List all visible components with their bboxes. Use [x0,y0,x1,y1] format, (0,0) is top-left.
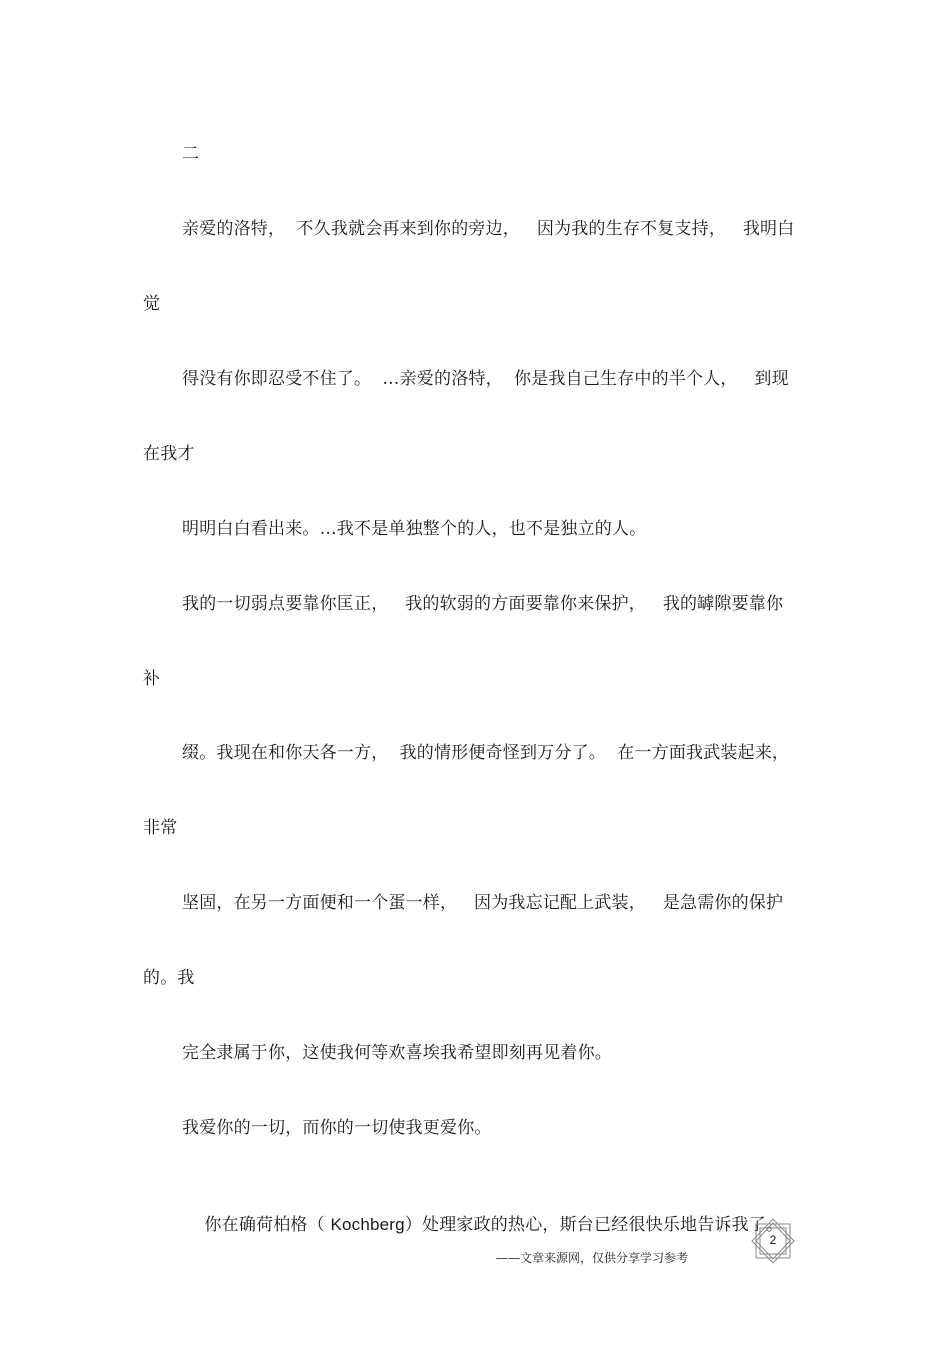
paragraph-line: 明明白白看出来。…我不是单独整个的人，也不是独立的人。 [182,519,647,539]
page-number-badge [748,1218,798,1264]
paragraph-line: 我爱你的一切，而你的一切使我更爱你。 [182,1118,492,1138]
section-heading: 二 [182,144,200,164]
paragraph-line: 得没有你即忍受不住了。 …亲爱的洛特， 你是我自己生存中的半个人， 到现 [182,369,789,389]
paragraph-line [182,1192,783,1258]
paragraph-line: 缀。我现在和你天各一方， 我的情形便奇怪到万分了。 在一方面我武装起来， [182,743,790,763]
paragraph-line: 补 [143,669,161,689]
paragraph-line: 完全隶属于你，这使我何等欢喜埃我希望即刻再见着你。 [182,1043,612,1063]
text-segment: ）处理家政的热心，斯台已经很快乐地告诉我了。 [404,1215,784,1235]
page-number: 2 [769,1233,777,1247]
footer-note: ——文章来源网，仅供分享学习参考 [496,1251,689,1265]
paragraph-line: 觉 [143,294,161,314]
text-segment: 你在确荷柏格（ [204,1215,331,1235]
paragraph-line: 我的一切弱点要靠你匡正， 我的软弱的方面要靠你来保护， 我的罅隙要靠你 [182,594,784,614]
paragraph-line: 在我才 [143,444,195,464]
paragraph-line: 坚固，在另一方面便和一个蛋一样， 因为我忘记配上武装， 是急需你的保护 [182,893,784,913]
text-segment-latin: Kochberg [330,1215,405,1234]
paragraph-line: 的。我 [143,968,195,988]
paragraph-line: 非常 [143,818,178,838]
paragraph-line: 亲爱的洛特， 不久我就会再来到你的旁边， 因为我的生存不复支持， 我明白 [182,219,795,239]
